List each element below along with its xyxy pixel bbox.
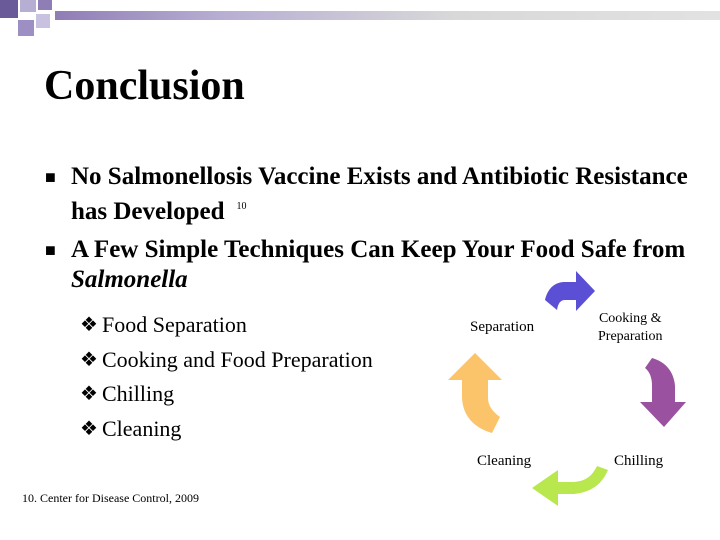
slide-title: Conclusion [44, 63, 245, 109]
chilling-to-cleaning-arrow [532, 466, 608, 506]
bullet-text: A Few Simple Techniques Can Keep Your Food Safe from [71, 236, 686, 263]
sub-bullet-text: Cooking and Food Preparation [102, 346, 373, 372]
cycle-label-cooking [598, 310, 663, 346]
square-bullet-icon: ■ [45, 167, 56, 187]
diamond-bullet-icon: ❖ [80, 417, 98, 440]
sub-bullet-text: Chilling [102, 381, 175, 406]
diamond-bullet-icon: ❖ [80, 348, 98, 371]
sub-bullet-text: Food Separation [102, 312, 247, 337]
separation-to-cooking-arrow [545, 271, 595, 311]
cycle-label-cleaning: Cleaning [477, 453, 532, 469]
diamond-bullet-icon: ❖ [80, 383, 98, 405]
sub-bullet-text: Cleaning [102, 415, 182, 441]
cycle-label-cooking-line: Preparation [598, 329, 663, 344]
reference-superscript: 10 [236, 201, 247, 212]
diamond-bullet-icon: ❖ [80, 314, 98, 336]
cleaning-to-separation-arrow [448, 353, 502, 433]
cooking-to-chilling-arrow [640, 358, 686, 427]
bullet-emphasis: Salmonella [71, 266, 188, 293]
cycle-label-separation: Separation [470, 319, 535, 335]
cycle-label-chilling: Chilling [614, 453, 664, 469]
bullet-text: No Salmonellosis Vaccine Exists and Antibiotic Resistance has Developed [71, 163, 688, 225]
square-bullet-icon: ■ [45, 240, 56, 260]
footnote: 10. Center for Disease Control, 2009 [22, 491, 199, 505]
cycle-label-cooking-line: Cooking & [598, 311, 662, 326]
